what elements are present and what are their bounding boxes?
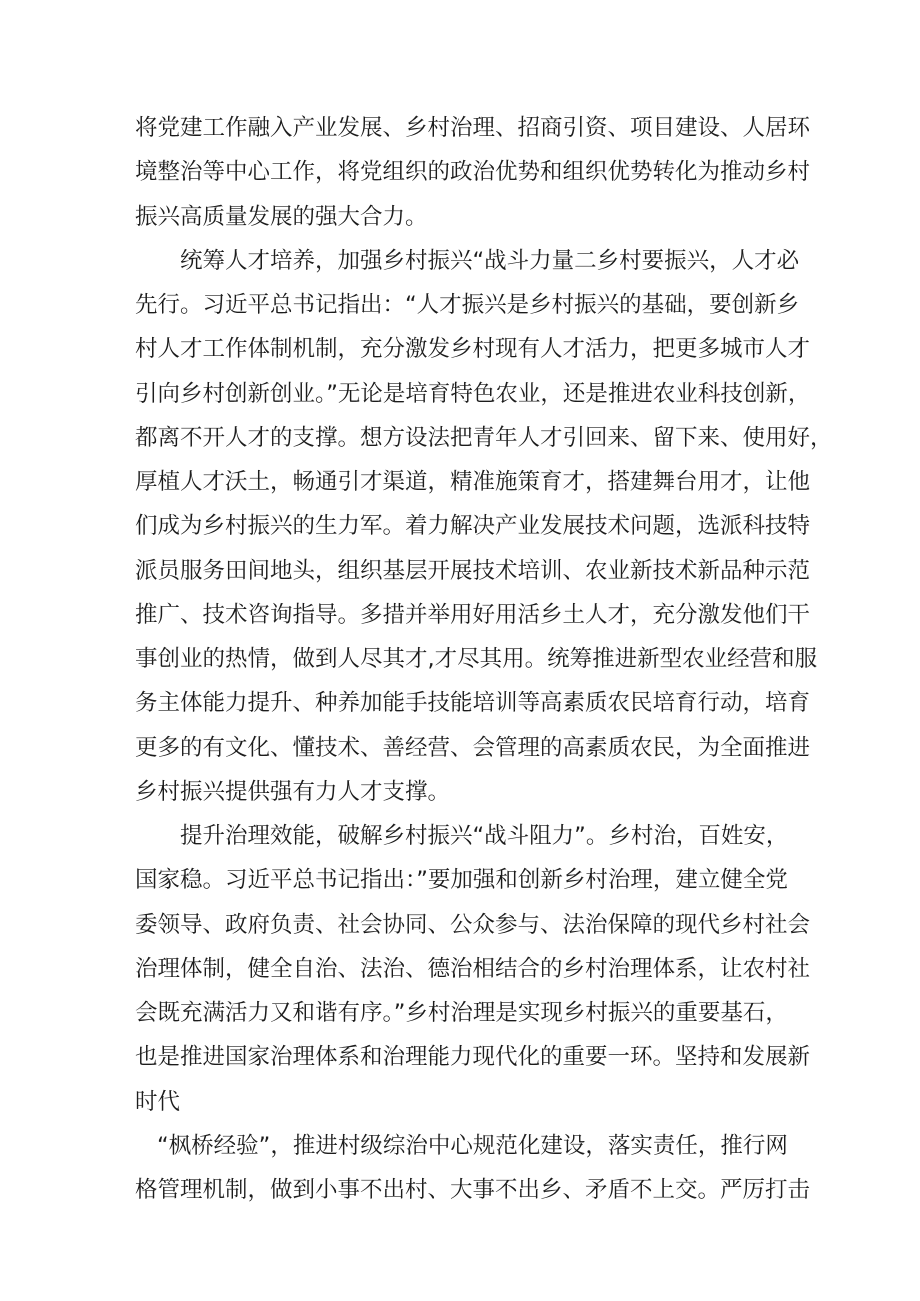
text-line: 统筹人才培养，加强乡村振兴“战斗力量二乡村要振兴，人才必 [180, 248, 800, 274]
text-line: “枫桥经验”，推进村级综治中心规范化建设，落实责任，推行网 [157, 1133, 788, 1159]
text-line: 事创业的热情，做到人尽其才,才尽其用。统筹推进新型农业经营和服 [135, 646, 818, 672]
text-line: 们成为乡村振兴的生力军。着力解决产业发展技术问题，选派科技特 [135, 513, 811, 539]
text-line: 都离不开人才的支撑。想方设法把青年人才引回来、留下来、使用好， [135, 425, 833, 451]
text-line: 提升治理效能，破解乡村振兴“战斗阻力”。乡村治，百姓安， [180, 823, 789, 849]
text-line: 村人才工作体制机制，充分激发乡村现有人才活力，把更多城市人才 [135, 336, 811, 362]
text-line: 乡村振兴提供强有力人才支撑。 [135, 779, 451, 805]
text-line: 委领导、政府负责、社会协同、公众参与、法治保障的现代乡村社会 [135, 912, 811, 938]
text-line: 时代 [135, 1089, 181, 1115]
text-line: 治理体制，健全自治、法治、德治相结合的乡村治理体系，让农村社 [135, 956, 811, 982]
text-line: 格管理机制，做到小事不出村、大事不出乡、矛盾不上交。严厉打击 [135, 1177, 811, 1203]
text-line: 厚植人才沃土，畅通引才渠道，精准施策育才，搭建舞台用才，让他 [135, 469, 811, 495]
text-line: 推广、技术咨询指导。多措并举用好用活乡土人才，充分激发他们干 [135, 602, 811, 628]
text-line: 会既充满活力又和谐有序。”乡村治理是实现乡村振兴的重要基石， [135, 1000, 788, 1026]
text-line: 国家稳。习近平总书记指出：”要加强和创新乡村治理，建立健全党 [135, 867, 788, 893]
text-line: 派员服务田间地头，组织基层开展技术培训、农业新技术新品种示范 [135, 558, 811, 584]
text-line: 将党建工作融入产业发展、乡村治理、招商引资、项目建设、人居环 [135, 115, 811, 141]
text-line: 也是推进国家治理体系和治理能力现代化的重要一环。坚持和发展新 [135, 1044, 811, 1070]
text-line: 境整治等中心工作，将党组织的政治优势和组织优势转化为推动乡村 [135, 159, 811, 185]
text-line: 引向乡村创新创业。”无论是培育特色农业，还是推进农业科技创新， [135, 381, 811, 407]
text-line: 振兴高质量发展的强大合力。 [135, 204, 428, 230]
text-line: 先行。习近平总书记指出：“人才振兴是乡村振兴的基础，要创新乡 [135, 292, 800, 318]
text-line: 务主体能力提升、种养加能手技能培训等高素质农民培育行动，培育 [135, 690, 811, 716]
text-line: 更多的有文化、懂技术、善经营、会管理的高素质农民，为全面推进 [135, 735, 811, 761]
